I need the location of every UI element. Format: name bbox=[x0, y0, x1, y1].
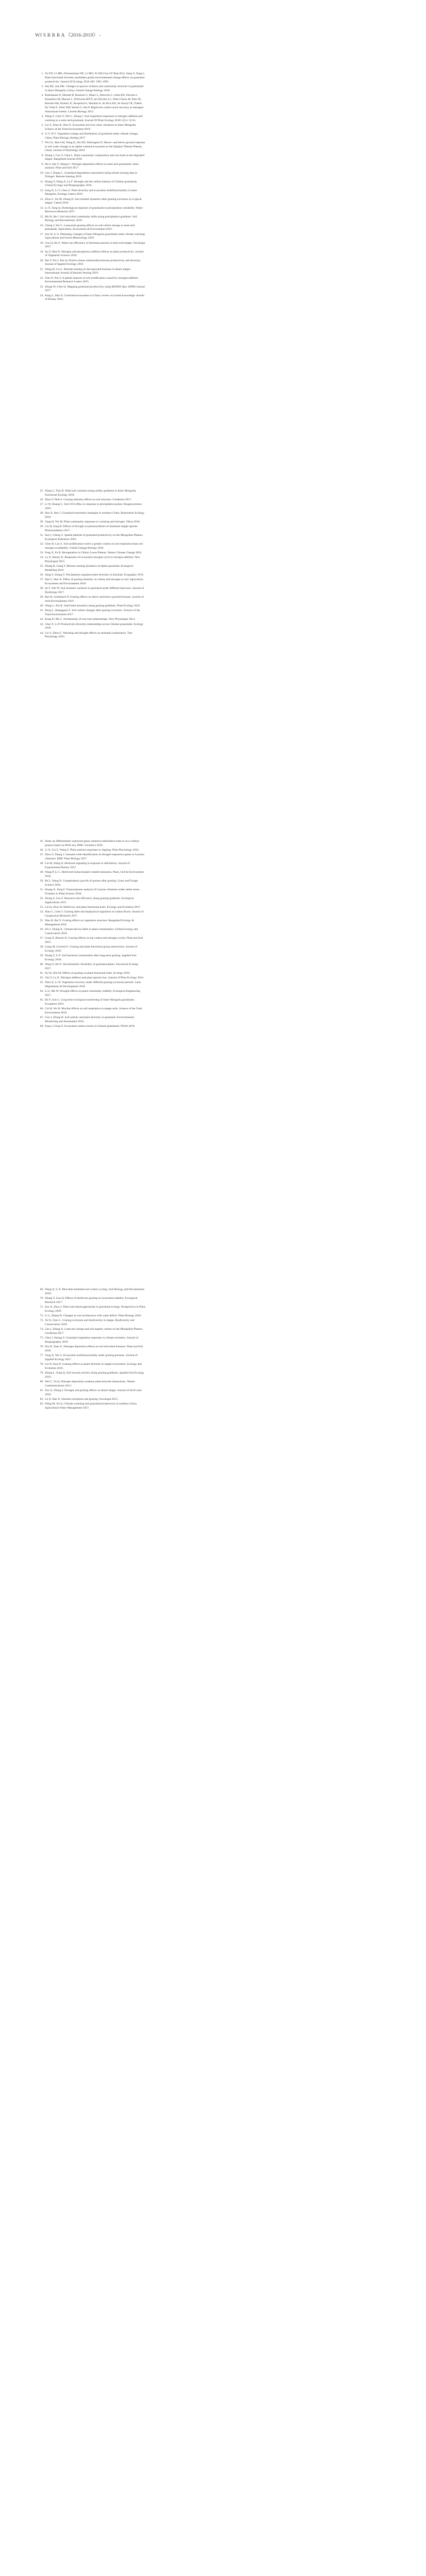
reference-text: Jiang Y, Zhang Y. Precipitation regulates plant diversity in drylands. Ecography 2019. bbox=[45, 573, 144, 577]
reference-text: Ren H, Schönbach P. Grazing effects on above and below-ground biomass. Journal of Arid Environments 2016. bbox=[45, 596, 144, 603]
reference-text: Zhang L, Song Q. Soil enzyme activity along grazing gradients. Applied Soil Ecology 2019. bbox=[45, 1371, 144, 1379]
reference-text: Chen D, Lan Z. Soil acidification exerts a greater control on soil respiration than soil nitrogen availability. Global Change Biology 2016. bbox=[45, 543, 143, 550]
reference-item bbox=[44, 520, 145, 524]
reference-item bbox=[44, 990, 145, 998]
reference-text: Hou X, Ren J. Grassland restoration strategies in northern China. Restoration Ecology 2019. bbox=[45, 512, 144, 519]
reference-item bbox=[44, 888, 145, 896]
reference-text: Cui H, Wu H. Biochar effects on soil respiration in steppe soils. Science of the Total Environment 2018. bbox=[45, 1007, 142, 1015]
reference-text: Li L, Zhang W. Changes in root architecture with water deficit. Plant Biology 2016. bbox=[45, 1314, 142, 1317]
reference-text: Li X, Liu Z, Wang Z. Plant nutrient responses to clipping. Plant Physiology 2016. bbox=[45, 849, 139, 852]
reference-text: Wang H, Liu G. Remote sensing of aboveground biomass in desert steppe. International Journal of Remote Sensing 2019. bbox=[45, 267, 131, 275]
reference-text: Shao C, Chen J. Grazing alters the biophysical regulation of carbon fluxes. Journal of Geophysical Research 2017. bbox=[45, 910, 144, 918]
reference-item bbox=[44, 259, 145, 267]
reference-text: Ye X, Chen L. Grazing exclusion and biodiversity in steppe. Biodiversity and Conservation 2018. bbox=[45, 1319, 135, 1326]
reference-item bbox=[44, 1007, 145, 1015]
reference-text: Li X, Yang Q. Hydrological response of grasslands to precipitation variability. Water Resources Research 2017. bbox=[45, 206, 143, 214]
reference-text: Tian D, Niu S. A global analysis of soil acidification caused by nitrogen addition. Environmental Research Letters 2015. bbox=[45, 276, 139, 284]
reference-text: Huang Y, Wang X, Lu F. Drought and the carbon balance of Chinese grasslands. Global Ecology and Biogeography 2016. bbox=[45, 180, 138, 188]
reference-text: Lü X, Han X. Nutrient resorption and grazing. Oecologia 2015. bbox=[45, 1398, 119, 1401]
reference-item bbox=[44, 1402, 145, 1411]
reference-block-1 bbox=[35, 72, 145, 303]
reference-text: Liu N, Kan H. Grazing effects on plant diversity in steppe ecosystems. Ecology and Evolution 2016. bbox=[45, 1363, 142, 1370]
reference-item bbox=[44, 609, 145, 617]
reference-text: Deng L, Shangguan Z. Soil carbon changes after grazing exclusion. Science of the Total Environment 2017. bbox=[45, 609, 140, 617]
reference-text: Xu Z, Ren H. Nitrogen and phosphorus addition effects on plant productivity. Journal of Vegetation Science 2018. bbox=[45, 250, 144, 258]
reference-item bbox=[44, 94, 145, 114]
reference-item bbox=[44, 862, 145, 870]
reference-text: Yan Y, Lu X. Nitrogen addition and plant species loss. Journal of Plant Ecology 2016. bbox=[45, 976, 144, 980]
reference-item bbox=[44, 906, 145, 910]
reference-text: Yang X, Wu G. Ecosystem multifunctionality under grazing pressure. Journal of Applied Ecology 2017. bbox=[45, 1354, 138, 1361]
reference-item bbox=[44, 937, 145, 945]
reference-item bbox=[44, 163, 145, 171]
reference-text: Liu H, Zang R. Effects of drought on photosynthesis of dominant steppe species. Photosynthetica 2017. bbox=[45, 525, 138, 533]
reference-text: Sun J, Cheng G. Spatial patterns of grassland productivity on the Mongolian Plateau. Ecological Indicators 2016. bbox=[45, 534, 143, 541]
reference-item bbox=[44, 207, 145, 215]
reference-text: Ba L, Wang D. Compensatory growth of grasses after grazing. Grass and Forage Science 2018. bbox=[45, 879, 138, 887]
reference-text: Wang G, Tian H. Plant trait variation along aridity gradients in Inner Mongolia. Functional Ecology 2018. bbox=[45, 489, 137, 497]
reference-item bbox=[44, 556, 145, 564]
reference-item bbox=[44, 945, 145, 954]
reference-item bbox=[44, 618, 145, 622]
reference-list bbox=[35, 1288, 145, 1411]
reference-item bbox=[44, 172, 145, 180]
reference-text: Wu J, Zhang X. Climate-driven shifts in plant communities. Global Ecology and Conservation 2018. bbox=[45, 928, 138, 936]
reference-text: Feng X, Fu B. Revegetation in China's Loess Plateau. Nature Climate Change 2016. bbox=[45, 551, 142, 555]
reference-text: Wei C, Yu Q. Nitrogen deposition weakens plant-microbe interactions. Nature Communications 2013. bbox=[45, 1380, 135, 1387]
reference-item bbox=[44, 565, 145, 573]
reference-text: Zhao X, Li H. Vegetation recovery under different grazing exclusion periods. Land Degradation & Development 2018. bbox=[45, 981, 141, 989]
reference-item bbox=[44, 928, 145, 936]
reference-text: Lin Q, Zhou H. Herbivory and plant functional traits. Ecology and Evolution 2017. bbox=[45, 906, 141, 909]
reference-text: Gao J, Zhang L. Grassland degradation assessment using remote sensing data in Xilingol. Remote Sensing 2019. bbox=[45, 171, 138, 179]
reference-text: Zhou Y, Zhang J. Genome-wide identification of drought-responsive genes in Leymus chinensis. BMC Plant Biology 2017. bbox=[45, 853, 144, 860]
reference-item bbox=[44, 981, 145, 989]
reference-text: Wang P, Li C. Herbivore-induced plant volatile emissions. Plant, Cell & Environment 2016. bbox=[45, 871, 144, 878]
reference-item bbox=[44, 534, 145, 542]
reference-item bbox=[44, 224, 145, 232]
reference-item bbox=[44, 85, 145, 93]
reference-text: Liu Z, Zhao K, Wen X. Ecosystem services value variations in Inner Mongolia. Science of the Total Environment 2019. bbox=[45, 123, 137, 131]
reference-item bbox=[44, 268, 145, 276]
reference-text: Hu Y, Sun G. Long-term ecological monitoring of Inner Mongolia grasslands. Ecosphere 2019. bbox=[45, 998, 135, 1006]
reference-text: Chen Y, Li P. Productivity-diversity relationships across Chinese grasslands. Ecology 2018. bbox=[45, 622, 143, 630]
reference-text: Wang L, Niu K. Seed bank dynamics along grazing gradients. Plant Ecology 2019. bbox=[45, 604, 141, 608]
reference-text: Song X, Li Y, Chen Z. Plant diversity and ecosystem multifunctionality in Inner Mongolia. Ecology Letters 2019. bbox=[45, 189, 137, 196]
reference-item bbox=[44, 132, 145, 141]
reference-item bbox=[44, 1319, 145, 1327]
reference-item bbox=[44, 250, 145, 259]
reference-list bbox=[35, 489, 145, 639]
reference-item bbox=[44, 1328, 145, 1336]
reference-text: Gong X, Brueck H. Grazing effects on the carbon and nitrogen cycles. Plant and Soil 2015. bbox=[45, 937, 143, 944]
reference-item bbox=[44, 215, 145, 224]
reference-text: Study on differentially expressed genes related to defoliation traits in two wildrye grasses based on RNA-seq. BMC Genomics 2016. bbox=[45, 840, 139, 847]
reference-item bbox=[44, 1371, 145, 1380]
reference-item bbox=[44, 551, 145, 555]
reference-text: Qi Y, Wei W. Soil moisture variation in grassland under different land uses. Journal of Hydrology 2017. bbox=[45, 587, 144, 595]
reference-text: Bai Y, Wu J, Pan Q. Positive linear relationship between productivity and diversity. Journal of Applied Ecology 2016. bbox=[45, 259, 141, 266]
reference-item bbox=[44, 189, 145, 197]
reference-text: Guo J, Zhang H. Soil salinity and plant diversity in grassland. Environmental Monitoring and Assessment 2016. bbox=[45, 1016, 134, 1024]
reference-item bbox=[44, 277, 145, 285]
reference-item bbox=[44, 871, 145, 879]
reference-text: Huang X, Yang F. Transcriptome analysis of Leymus chinensis under saline stress. Frontiers in Plant Science 2018. bbox=[45, 888, 140, 895]
reference-item bbox=[44, 963, 145, 971]
reference-list bbox=[35, 840, 145, 1029]
reference-text: Wang M, Xu Q. Climate warming and grassland productivity in northern China. Agricultural Water Management 2017. bbox=[45, 1402, 138, 1410]
reference-item bbox=[44, 180, 145, 189]
reference-item bbox=[44, 587, 145, 595]
reference-item bbox=[44, 596, 145, 604]
reference-text: Xu W, Zhu M. Effects of grazing on plant functional traits. Ecology 2019. bbox=[45, 972, 130, 975]
reference-block-4 bbox=[35, 1288, 145, 1411]
reference-item bbox=[44, 1354, 145, 1362]
reference-item bbox=[44, 115, 145, 123]
reference-text: Li W, Huang G. Soil CO2 efflux in response to precipitation pulses. Biogeosciences 2016. bbox=[45, 503, 142, 510]
reference-text: Fang J, Geng X. Ecosystem carbon stocks in Chinese grasslands. PNAS 2018. bbox=[45, 1025, 136, 1028]
reference-text: Li Y, Ni J. Vegetation change and distribution of grassland under climate change, China. Plant Biology (Stuttg) 2017. bbox=[45, 132, 139, 140]
reference-item bbox=[44, 632, 145, 640]
reference-item bbox=[44, 1380, 145, 1388]
reference-item bbox=[44, 849, 145, 853]
reference-item bbox=[44, 242, 145, 250]
reference-text: Zhang Y, Gao Q. Effects of herbivore grazing on ecosystem stability. Ecological Research 2017. bbox=[45, 1297, 138, 1304]
reference-text: Cheng J, Wu G. Long-term grazing effects on soil carbon storage in semi-arid grasslands. Agriculture, Ecosystems & Environment 2016. bbox=[45, 224, 135, 231]
reference-text: Sun W, Li S. Phenology changes of Inner Mongolia grasslands under climate warming. Agricultural and Forest Meteorology 2019. bbox=[45, 232, 145, 240]
reference-item bbox=[44, 840, 145, 848]
reference-text: Cao J, Zhang X. Land-use change and soil organic carbon on the Mongolian Plateau. Geoderma 2017. bbox=[45, 1328, 143, 1335]
reference-item bbox=[44, 141, 145, 154]
reference-item bbox=[44, 578, 145, 586]
reference-item bbox=[44, 198, 145, 206]
reference-item bbox=[44, 285, 145, 294]
reference-block-3 bbox=[35, 840, 145, 1029]
reference-item bbox=[44, 72, 145, 84]
reference-text: Wan H, Bai Y. Grazing effects on vegetation structure. Rangeland Ecology & Management 2016. bbox=[45, 919, 134, 927]
reference-text: Hu S, Qin Y, Zhang C. Nitrogen deposition effects on semi-arid grasslands: meta-analysis. Plant and Soil 2017. bbox=[45, 162, 139, 170]
reference-text: Zhang W, Chen Q. Mapping grassland productivity using MODIS data. ISPRS Journal 2017. bbox=[45, 285, 145, 293]
reference-block-2 bbox=[35, 489, 145, 640]
reference-text: Zhang J, Guo Y, Chen L. Plant community composition and root traits in the degraded steppe. Rangeland Journal 2018. bbox=[45, 154, 144, 161]
reference-item bbox=[44, 1314, 145, 1318]
reference-item bbox=[44, 512, 145, 520]
reference-item bbox=[44, 879, 145, 888]
reference-text: Dai HZ, Sun DK. Changes in species richness and community structure of grasslands in Inner Mongolia, China. Global Change Biology 2018. bbox=[45, 84, 144, 92]
reference-item bbox=[44, 1306, 145, 1314]
reference-item bbox=[44, 972, 145, 976]
reference-item bbox=[44, 1389, 145, 1397]
reference-text: Liu Y, Zhou G. Warming and drought effects on stomatal conductance. Tree Physiology 2016. bbox=[45, 631, 133, 639]
reference-item bbox=[44, 1336, 145, 1345]
reference-text: Zhao Y, Peth S. Grazing intensity effects on soil structure. Geoderma 2017. bbox=[45, 498, 132, 501]
reference-text: Kang L, Han X. Grassland ecosystems in China: review of current knowledge. Annals of Botany 2016. bbox=[45, 294, 144, 301]
reference-text: Yu FW, Li MR, Zimmermann NE, Li MO, Ni JM (Guo SY Rian EG), Jiang Y, Jiang L. Plant functional diversity modulates global environmental change effects on grassland productivity. Journal Of Ecology 2018.106: 1991-1995. bbox=[45, 72, 145, 83]
reference-text: Niu D, Yuan X. Nitrogen deposition effects on soil microbial biomass. Plant and Soil 2018. bbox=[45, 1345, 143, 1352]
reference-text: Ma W, He J. Soil microbial community shifts along precipitation gradients. Soil Biology and Biochemistry 2018. bbox=[45, 215, 137, 223]
reference-text: Zhang R, Liang T. Remote sensing dynamics of alpine grassland. Ecological Modelling 2018. bbox=[45, 565, 134, 572]
reference-item bbox=[44, 910, 145, 919]
reference-item bbox=[44, 1288, 145, 1296]
reference-text: Kong D, Ma C. Nonlinearity of root trait relationships. New Phytologist 2014. bbox=[45, 618, 136, 621]
reference-text: Han G, Hao X. Effect of grazing intensity on carbon and nitrogen in soil. Agriculture, Ecosystems and Environment 2018. bbox=[45, 578, 144, 586]
reference-item bbox=[44, 1297, 145, 1305]
reference-item bbox=[44, 489, 145, 498]
reference-item bbox=[44, 498, 145, 502]
reference-item bbox=[44, 124, 145, 132]
reference-item bbox=[44, 1016, 145, 1024]
reference-text: Sun X, Zhou J. Plant trait-based approaches in grassland ecology. Perspectives in Plant Ecology 2019. bbox=[45, 1306, 145, 1313]
reference-item bbox=[44, 294, 145, 302]
reference-text: Zhou L, Xu M, Zhang H. Soil nutrient dynamics after grazing exclusion in a typical steppe. Catena 2018. bbox=[45, 197, 142, 205]
reference-item bbox=[44, 503, 145, 511]
reference-item bbox=[44, 998, 145, 1007]
reference-list bbox=[35, 72, 145, 302]
reference-item bbox=[44, 954, 145, 962]
reference-item bbox=[44, 233, 145, 241]
reference-item bbox=[44, 543, 145, 551]
reference-item bbox=[44, 1025, 145, 1029]
running-header: WJ S R R R A 《2016-2019》 - bbox=[35, 33, 101, 38]
reference-text: Yang H, Wu M. Plant community responses to warming and nitrogen. Oikos 2018. bbox=[45, 520, 140, 524]
reference-item bbox=[44, 604, 145, 608]
reference-text: Zuo X, Zhang J. Drought and grazing effects on desert steppe. Journal of Arid Land 2018. bbox=[45, 1389, 142, 1396]
reference-item bbox=[44, 1363, 145, 1371]
reference-text: Chen J, Huang Y. Grassland vegetation responses to climate extremes. Journal of Biogeography 2019. bbox=[45, 1336, 139, 1344]
reference-item bbox=[44, 1345, 145, 1353]
reference-item bbox=[44, 1398, 145, 1402]
reference-item bbox=[44, 573, 145, 578]
reference-item bbox=[44, 853, 145, 861]
reference-text: Wu GL, Ren GH, Wang D, Shi ZH, Warrington D. Above- and below-ground response to soil water change in an alpine wetland ecosystem on the Qinghai-Tibetan Plateau, China. Journal of Hydrology 2018. bbox=[45, 141, 145, 152]
reference-item bbox=[44, 897, 145, 905]
reference-text: Rutishauser E, Hérault B, Baraloto C, Blanc L, Descroix L, Sotta ED, Ferreira J, Kanashiro M, Mazzei L, d'Oliveira MVN, de Oliveira LC, Peña-Claros M, Putz FE, Ruschel AR, Rodney K, Roopsind A, Shenkin A, da Silva KE, de Souza CR, Toledo M, Vidal E, West TAP, Wortel V, Sist P. Rapid tree carbon stock recovery in managed Amazonian forests. Current Biology 2015. bbox=[45, 93, 143, 113]
reference-text: Guo Q, Hu Z. Water-use efficiency of dominant grasses in semi-arid steppe. Oecologia 2017. bbox=[45, 241, 145, 249]
reference-text: Wang X, Li F. Microbial mediated soil carbon cycling. Soil Biology and Biochemistry 2018. bbox=[45, 1288, 145, 1295]
reference-item bbox=[44, 919, 145, 927]
reference-item bbox=[44, 154, 145, 162]
reference-item bbox=[44, 976, 145, 980]
reference-text: Zhang T, Li F. Soil bacterial communities after long-term grazing. Applied Soil Ecology 2018. bbox=[45, 954, 137, 962]
reference-item bbox=[44, 623, 145, 631]
reference-text: Wang Y, He N. Stoichiometric flexibility of grassland plants. Functional Ecology 2017. bbox=[45, 963, 139, 971]
reference-text: Wang Z, Chen Y, Wei L, Zhang J. Soil respiration responses to nitrogen addition and warming in a semi-arid grassland, Journal Of Plant Ecology 2018.11(1): 52-61. bbox=[45, 114, 143, 122]
reference-item bbox=[44, 525, 145, 533]
reference-text: Liu M, Wang D. Hormone signaling in response to defoliation. Journal of Experimental Botany 2017. bbox=[45, 862, 130, 869]
reference-text: Zheng S, Lan Z. Resource-use efficiency along grazing gradients. Ecological Applications 2015. bbox=[45, 897, 134, 904]
reference-text: Li Z, Ma W. Drought effects on plant community stability. Ecological Engineering 2017. bbox=[45, 990, 140, 997]
reference-text: Liang M, Gornish E. Grazing and plant functional group interactions. Journal of Ecology 2019. bbox=[45, 945, 138, 953]
reference-text: Lu X, Kelsey K. Responses of ecosystem nitrogen cycle to nitrogen addition. New Phytologist 2015. bbox=[45, 556, 140, 564]
